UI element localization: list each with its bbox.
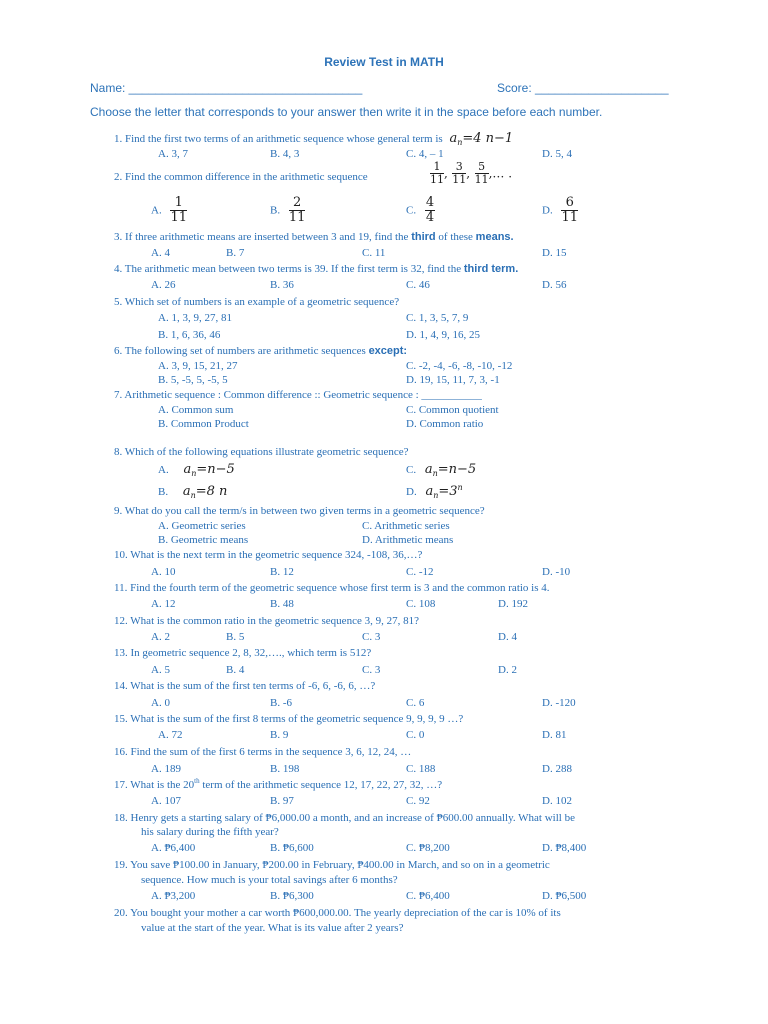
option-q14-c[interactable]: C. 6: [406, 697, 425, 709]
option-q12-d[interactable]: D. 4: [498, 631, 517, 643]
option-q12-a[interactable]: A. 2: [151, 631, 170, 643]
option-q15-d[interactable]: D. 81: [542, 729, 567, 741]
option-q5-b[interactable]: B. 1, 6, 36, 46: [158, 329, 221, 341]
question-5: 5. Which set of numbers is an example of a geometric sequence?: [114, 296, 400, 308]
question-20: 20. You bought your mother a car worth ₱600,000.00. The yearly depreciation of the car is 10% of its: [114, 907, 561, 919]
fraction: $\frac{3}{11}$: [452, 160, 467, 186]
instructions: Choose the letter that corresponds to your answer then write it in the space before each number.: [90, 105, 603, 119]
option-q1-d[interactable]: D. 5, 4: [542, 148, 572, 160]
question-7: 7. Arithmetic sequence : Common difference :: Geometric sequence : ___________: [114, 389, 482, 401]
option-q10-a[interactable]: A. 10: [151, 566, 176, 578]
question-9: 9. What do you call the term/s in between two given terms in a geometric sequence?: [114, 505, 485, 517]
option-q19-a[interactable]: A. ₱3,200: [151, 890, 196, 902]
question-11: 11. Find the fourth term of the geometric sequence whose first term is 3 and the common ratio is 4.: [114, 582, 550, 594]
option-q17-d[interactable]: D. 102: [542, 795, 572, 807]
question-1: [114, 131, 513, 146]
option-q3-d[interactable]: D. 15: [542, 247, 567, 259]
question-16: 16. Find the sum of the first 6 terms in the sequence 3, 6, 12, 24, …: [114, 746, 412, 758]
option-q16-b[interactable]: B. 198: [270, 763, 300, 775]
question-10: 10. What is the next term in the geometric sequence 324, -108, 36,…?: [114, 549, 423, 561]
question-20-line-2: value at the start of the year. What is its value after 2 years?: [141, 922, 404, 934]
page-title: Review Test in MATH: [324, 55, 444, 69]
option-q9-b[interactable]: B. Geometric means: [158, 534, 249, 546]
option-q18-c[interactable]: C. ₱8,200: [406, 842, 450, 854]
question-18: 18. Henry gets a starting salary of ₱6,000.00 a month, and an increase of ₱600.00 annually. What will be: [114, 812, 575, 824]
option-q11-a[interactable]: A. 12: [151, 598, 176, 610]
option-q7-d[interactable]: D. Common ratio: [406, 418, 484, 430]
option-q4-d[interactable]: D. 56: [542, 279, 567, 291]
sequence-fractions: $\frac{1}{11}$ , $\frac{3}{11}$ , $\frac{5}{11}$ ,… .: [430, 160, 513, 186]
option-q14-d[interactable]: D. -120: [542, 697, 576, 709]
option-q11-d[interactable]: D. 192: [498, 598, 528, 610]
question-12: 12. What is the common ratio in the geometric sequence 3, 9, 27, 81?: [114, 615, 419, 627]
question-15: 15. What is the sum of the first 8 terms of the geometric sequence 9, 9, 9, 9 …?: [114, 713, 464, 725]
question-4: 4. The arithmetic mean between two terms is 39. If the first term is 32, find the third term.: [114, 263, 519, 275]
option-q15-a[interactable]: A. 72: [158, 729, 183, 741]
option-q6-c[interactable]: C. -2, -4, -6, -8, -10, -12: [406, 360, 513, 372]
option-q5-a[interactable]: A. 1, 3, 9, 27, 81: [158, 312, 232, 324]
option-q17-b[interactable]: B. 97: [270, 795, 294, 807]
option-q13-d[interactable]: D. 2: [498, 664, 517, 676]
option-q4-b[interactable]: B. 36: [270, 279, 294, 291]
option-q2-b[interactable]: B. $\frac{2}{11}$: [270, 195, 306, 225]
option-q2-a[interactable]: A. $\frac{1}{11}$: [151, 195, 187, 225]
question-13: 13. In geometric sequence 2, 8, 32,…., which term is 512?: [114, 647, 372, 659]
option-q18-d[interactable]: D. ₱8,400: [542, 842, 587, 854]
option-q17-a[interactable]: A. 107: [151, 795, 181, 807]
option-q7-a[interactable]: A. Common sum: [158, 404, 234, 416]
option-q7-b[interactable]: B. Common Product: [158, 418, 249, 430]
question-19: 19. You save ₱100.00 in January, ₱200.00 in February, ₱400.00 in March, and so on in a geometric: [114, 859, 550, 871]
option-q18-b[interactable]: B. ₱6,600: [270, 842, 314, 854]
option-q14-b[interactable]: B. -6: [270, 697, 292, 709]
score-field[interactable]: Score: ____________________: [497, 81, 669, 95]
option-q12-b[interactable]: B. 5: [226, 631, 245, 643]
option-q1-a[interactable]: A. 3, 7: [158, 148, 188, 160]
option-q15-c[interactable]: C. 0: [406, 729, 425, 741]
option-q13-b[interactable]: B. 4: [226, 664, 245, 676]
option-q10-c[interactable]: C. -12: [406, 566, 434, 578]
general-term-formula: $a_n=4$ n−1: [449, 131, 514, 147]
option-q17-c[interactable]: C. 92: [406, 795, 430, 807]
option-q2-d[interactable]: D. $\frac{6}{11}$: [542, 195, 578, 225]
question-6: 6. The following set of numbers are arithmetic sequences except:: [114, 345, 408, 357]
option-q3-b[interactable]: B. 7: [226, 247, 245, 259]
option-q19-c[interactable]: C. ₱6,400: [406, 890, 450, 902]
option-q19-b[interactable]: B. ₱6,300: [270, 890, 314, 902]
option-q14-a[interactable]: A. 0: [151, 697, 170, 709]
option-q3-c[interactable]: C. 11: [362, 247, 386, 259]
option-q9-d[interactable]: D. Arithmetic means: [362, 534, 454, 546]
option-q8-b[interactable]: B. $a_n=8$ n: [158, 484, 228, 500]
option-q16-a[interactable]: A. 189: [151, 763, 181, 775]
question-2: 2. Find the common difference in the arithmetic sequence: [114, 171, 368, 183]
question-17: 17. What is the 20th term of the arithmetic sequence 12, 17, 22, 27, 32, …?: [114, 777, 443, 791]
option-q10-d[interactable]: D. -10: [542, 566, 571, 578]
option-q3-a[interactable]: A. 4: [151, 247, 170, 259]
option-q1-b[interactable]: B. 4, 3: [270, 148, 300, 160]
question-14: 14. What is the sum of the first ten terms of -6, 6, -6, 6, …?: [114, 680, 376, 692]
option-q16-d[interactable]: D. 288: [542, 763, 572, 775]
option-q1-c[interactable]: C. 4, – 1: [406, 148, 444, 160]
question-8: 8. Which of the following equations illustrate geometric sequence?: [114, 446, 409, 458]
fraction: $\frac{5}{11}$: [474, 160, 489, 186]
option-q8-a[interactable]: A. $a_n=n-5$: [158, 462, 235, 478]
option-q6-b[interactable]: B. 5, -5, 5, -5, 5: [158, 374, 228, 386]
option-q10-b[interactable]: B. 12: [270, 566, 294, 578]
option-q11-b[interactable]: B. 48: [270, 598, 294, 610]
option-q6-a[interactable]: A. 3, 9, 15, 21, 27: [158, 360, 238, 372]
option-q13-c[interactable]: C. 3: [362, 664, 381, 676]
option-q12-c[interactable]: C. 3: [362, 631, 381, 643]
option-q18-a[interactable]: A. ₱6,400: [151, 842, 196, 854]
option-q5-c[interactable]: C. 1, 3, 5, 7, 9: [406, 312, 469, 324]
option-q5-d[interactable]: D. 1, 4, 9, 16, 25: [406, 329, 480, 341]
question-3: 3. If three arithmetic means are inserted between 3 and 19, find the third of these means.: [114, 231, 514, 243]
question-text: 1. Find the first two terms of an arithmetic sequence whose general term is: [114, 133, 443, 145]
option-q6-d[interactable]: D. 19, 15, 11, 7, 3, -1: [406, 374, 500, 386]
question-19-line-2: sequence. How much is your total savings after 6 months?: [141, 874, 398, 886]
option-q7-c[interactable]: C. Common quotient: [406, 404, 499, 416]
option-q15-b[interactable]: B. 9: [270, 729, 289, 741]
option-q16-c[interactable]: C. 188: [406, 763, 436, 775]
fraction: $\frac{1}{11}$: [430, 160, 444, 186]
option-q8-d[interactable]: D. $a_n=3^n$: [406, 483, 463, 500]
question-18-line-2: his salary during the fifth year?: [141, 826, 279, 838]
option-q9-a[interactable]: A. Geometric series: [158, 520, 246, 532]
option-q19-d[interactable]: D. ₱6,500: [542, 890, 587, 902]
option-q4-c[interactable]: C. 46: [406, 279, 430, 291]
option-q4-a[interactable]: A. 26: [151, 279, 176, 291]
option-q2-c[interactable]: C. $\frac{4}{4}$: [406, 195, 435, 225]
option-q8-c[interactable]: C. $a_n=n-5$: [406, 462, 477, 478]
option-q9-c[interactable]: C. Arithmetic series: [362, 520, 450, 532]
option-q11-c[interactable]: C. 108: [406, 598, 436, 610]
name-field[interactable]: Name: ___________________________________: [90, 81, 363, 95]
option-q13-a[interactable]: A. 5: [151, 664, 170, 676]
